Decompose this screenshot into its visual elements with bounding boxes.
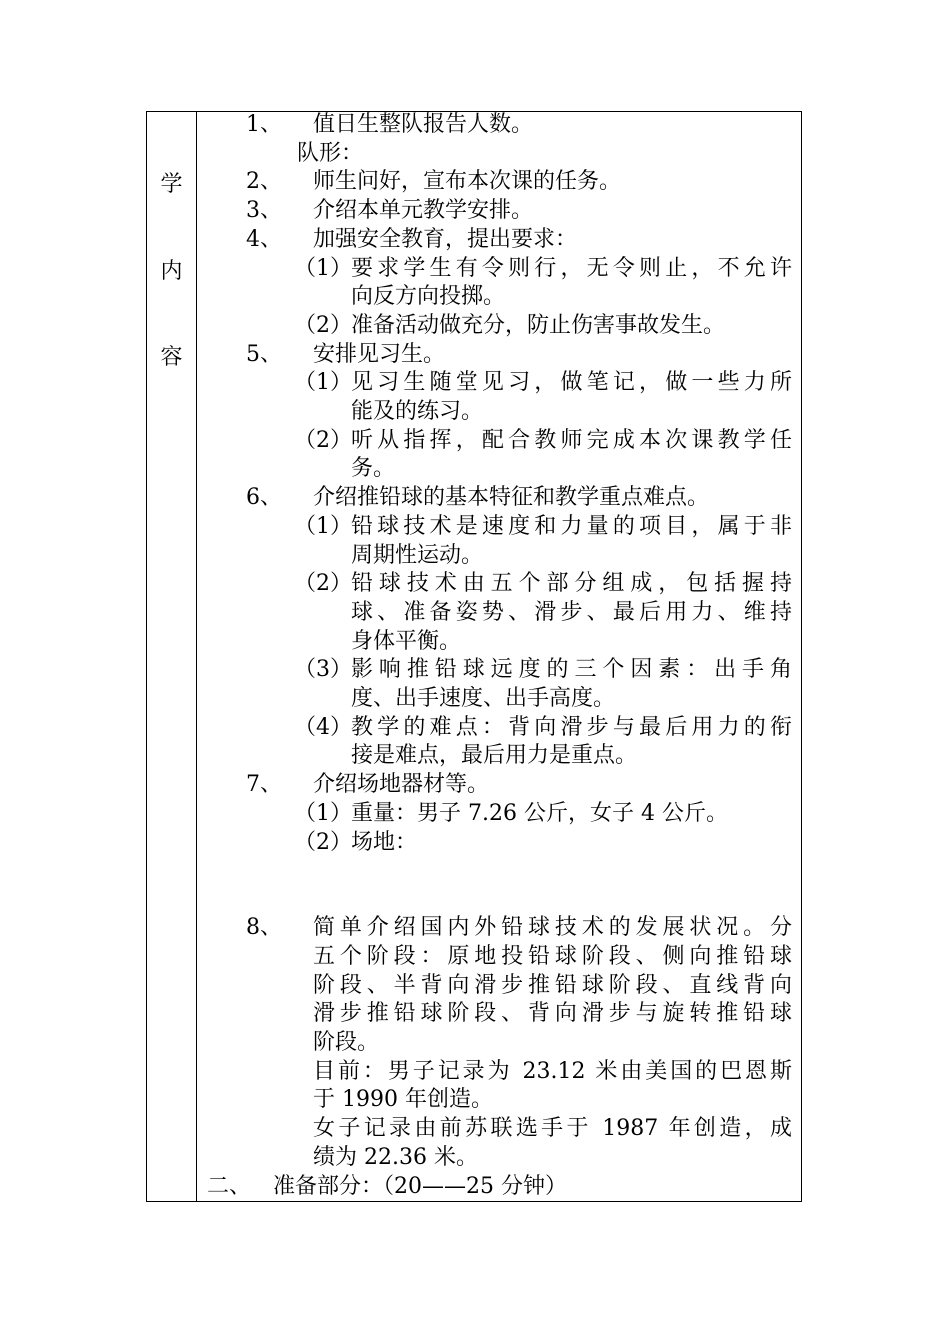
item-number: 2、 [246,169,282,195]
item-text: 简单介绍国内外铅球技术的发展状况。分 [313,915,792,941]
item-number: 8、 [246,915,282,941]
sub-item-number: （1） [294,800,352,826]
sub-item-text: 接是难点，最后用力是重点。 [351,743,638,769]
record-text: 于 1990 年创造。 [313,1087,493,1113]
item-number: 1、 [246,112,282,137]
sub-item-number: （4） [294,714,352,740]
sub-item-number: （2） [294,571,352,597]
sub-item-text: 听从指挥，配合教师完成本次课教学任 [351,427,792,453]
record-text: 女子记录由前苏联选手于 1987 年创造，成 [313,1116,792,1142]
side-label-char: 容 [160,345,183,370]
side-label-char: 学 [160,172,183,197]
item-text: 师生问好，宣布本次课的任务。 [313,169,622,195]
record-text: 目前：男子记录为 23.12 米由美国的巴恩斯 [313,1058,792,1084]
sub-item-text: 周期性运动。 [351,542,484,568]
sub-item-text: 向反方向投掷。 [351,284,506,310]
item-text: 滑步推铅球阶段、背向滑步与旋转推铅球 [313,1001,792,1027]
item-number: 6、 [246,485,282,511]
item-text: 介绍本单元教学安排。 [313,198,534,224]
sub-item-text: 身体平衡。 [351,628,462,654]
sub-item-text: 务。 [351,456,396,482]
sub-item-text: 能及的练习。 [351,399,484,424]
item-text: 五个阶段：原地投铅球阶段、侧向推铅球 [313,943,792,969]
sub-item-number: （2） [294,312,352,338]
sub-item-text: 准备活动做充分，防止伤害事故发生。 [351,312,726,338]
sub-item-number: （1） [294,370,352,396]
sub-item-text: 铅球技术是速度和力量的项目，属于非 [351,513,792,539]
sub-item-number: （1） [294,255,352,281]
item-text: 值日生整队报告人数。 [313,112,534,137]
item-text: 安排见习生。 [313,341,446,367]
item-number: 5、 [246,341,282,367]
sub-item-text: 影响推铅球远度的三个因素：出手角 [351,657,792,683]
side-label-char: 内 [160,259,183,284]
sub-item-text: 球、准备姿势、滑步、最后用力、维持 [351,599,792,625]
sub-item-number: （2） [294,829,352,855]
item-text: 介绍推铅球的基本特征和教学重点难点。 [313,485,710,511]
sub-item-text: 场地： [351,829,418,855]
formation-label: 队形： [297,140,364,166]
sub-item-number: （2） [294,427,352,453]
section-number: 二、 [207,1173,252,1199]
sub-item-text: 见习生随堂见习，做笔记，做一些力所 [351,370,792,396]
sub-item-text: 重量：男子 7.26 公斤，女子 4 公斤。 [351,800,728,826]
item-text: 阶段、半背向滑步推铅球阶段、直线背向 [313,972,792,998]
sub-item-text: 要求学生有令则行，无令则止，不允许 [351,255,792,281]
sub-item-number: （1） [294,513,352,539]
item-text: 加强安全教育，提出要求： [313,226,578,252]
item-number: 3、 [246,198,282,224]
item-text: 阶段。 [313,1030,380,1055]
item-number: 7、 [246,772,282,798]
sub-item-text: 铅球技术由五个部分组成，包括握持 [351,571,792,597]
sub-item-text: 教学的难点：背向滑步与最后用力的衔 [351,714,792,740]
sub-item-text: 度、出手速度、出手高度。 [351,686,616,711]
item-text: 介绍场地器材等。 [313,772,490,798]
column-divider [196,112,197,1201]
record-text: 绩为 22.36 米。 [313,1144,478,1170]
item-number: 4、 [246,226,282,252]
sub-item-number: （3） [294,657,352,683]
section-heading: 准备部分：（20——25 分钟） [273,1173,567,1199]
